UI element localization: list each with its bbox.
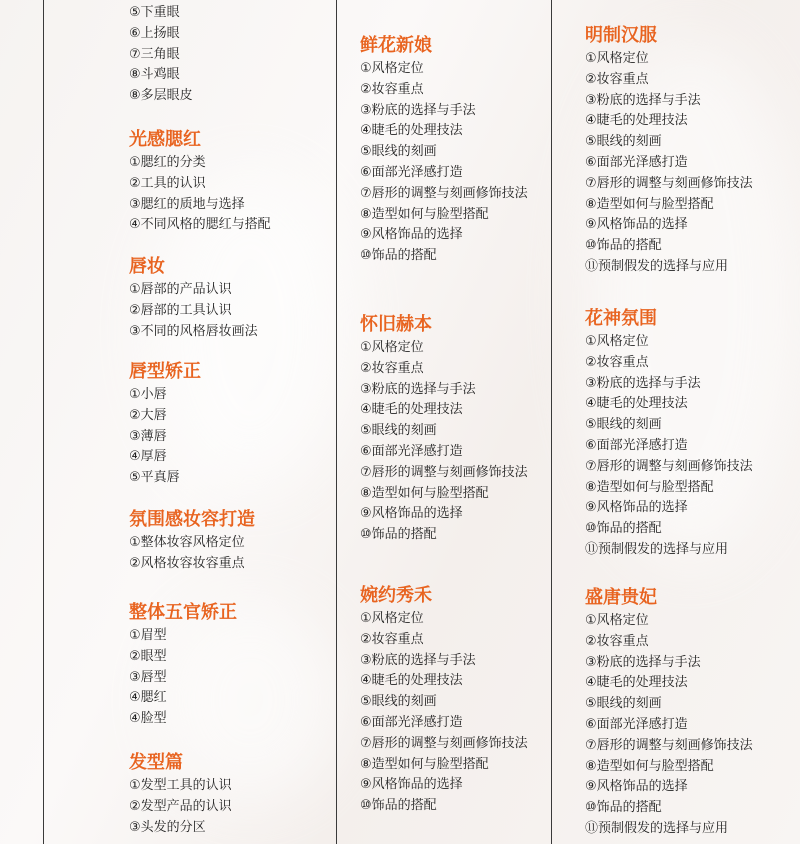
list-item: ①风格定位 bbox=[585, 334, 649, 349]
list-item: ①发型工具的认识 bbox=[129, 778, 232, 793]
list-item: ⑨风格饰品的选择 bbox=[360, 777, 463, 793]
list-item: ⑧造型如何与脸型搭配 bbox=[360, 206, 489, 222]
list-item: ①整体妆容风格定位 bbox=[129, 535, 245, 550]
section-title: 发型篇 bbox=[129, 752, 183, 773]
list-item: ②工具的认识 bbox=[129, 175, 206, 191]
list-item: ⑨风格饰品的选择 bbox=[585, 779, 688, 795]
section-title: 鲜花新娘 bbox=[360, 35, 432, 56]
list-item: ⑤眼线的刻画 bbox=[585, 134, 662, 150]
list-item: ①风格定位 bbox=[360, 340, 424, 355]
section-flower-bride bbox=[360, 35, 528, 267]
list-item: ②妆容重点 bbox=[360, 360, 424, 376]
list-item: ②妆容重点 bbox=[585, 71, 649, 87]
list-item: ④睫毛的处理技法 bbox=[585, 113, 688, 129]
list-item: ②妆容重点 bbox=[585, 354, 649, 370]
list-item: ⑨风格饰品的选择 bbox=[360, 506, 463, 522]
list-item: ⑪预制假发的选择与应用 bbox=[585, 258, 729, 274]
list-item: ①小唇 bbox=[129, 387, 167, 402]
list-item: ⑩饰品的搭配 bbox=[360, 527, 437, 543]
list-item: ③薄唇 bbox=[129, 428, 167, 444]
list-item: ⑤眼线的刻画 bbox=[360, 694, 437, 710]
section-xiuhe bbox=[360, 585, 528, 817]
list-item: ③粉底的选择与手法 bbox=[585, 92, 701, 108]
column-divider-1 bbox=[43, 0, 44, 844]
list-item: ⑥面部光泽感打造 bbox=[360, 714, 463, 730]
list-item: ④腮红 bbox=[129, 690, 167, 706]
list-item: ⑤眼线的刻画 bbox=[585, 696, 662, 712]
column-2 bbox=[360, 0, 550, 844]
list-item: ③腮红的质地与选择 bbox=[129, 196, 245, 212]
list-item: ②妆容重点 bbox=[360, 81, 424, 97]
list-item: ②眼型 bbox=[129, 648, 167, 664]
list-item: ②风格妆容妆容重点 bbox=[129, 555, 245, 571]
list-item: ③粉底的选择与手法 bbox=[585, 654, 701, 670]
list-item: ⑨风格饰品的选择 bbox=[585, 217, 688, 233]
list-item: ⑩饰品的搭配 bbox=[360, 248, 437, 264]
list-item: ⑧造型如何与脸型搭配 bbox=[585, 196, 714, 212]
list-item: ②妆容重点 bbox=[585, 633, 649, 649]
list-item: ⑥面部光泽感打造 bbox=[585, 716, 688, 732]
list-item: ①眉型 bbox=[129, 628, 167, 643]
list-item: ③不同的风格唇妆画法 bbox=[129, 323, 258, 339]
list-item: ⑪预制假发的选择与应用 bbox=[585, 541, 729, 557]
list-item: ⑨风格饰品的选择 bbox=[585, 500, 688, 516]
column-3 bbox=[585, 0, 795, 844]
list-item: ②发型产品的认识 bbox=[129, 798, 232, 814]
list-item: ⑥上扬眼 bbox=[129, 25, 180, 41]
list-item: ⑥面部光泽感打造 bbox=[360, 443, 463, 459]
list-item: ⑧造型如何与脸型搭配 bbox=[585, 479, 714, 495]
list-item: ⑩饰品的搭配 bbox=[585, 521, 662, 537]
list-item: ①风格定位 bbox=[585, 613, 649, 628]
list-item: ⑧多层眼皮 bbox=[129, 88, 193, 104]
list-item: ③粉底的选择与手法 bbox=[585, 375, 701, 391]
list-item: ⑦唇形的调整与刻画修饰技法 bbox=[360, 185, 528, 201]
list-item: ⑨风格饰品的选择 bbox=[360, 227, 463, 243]
list-item: ⑥面部光泽感打造 bbox=[585, 437, 688, 453]
list-item: ③唇型 bbox=[129, 669, 167, 685]
section-blush bbox=[129, 129, 271, 236]
list-item: ③粉底的选择与手法 bbox=[360, 652, 476, 668]
list-item: ④厚唇 bbox=[129, 449, 167, 465]
section-tang-consort bbox=[585, 587, 753, 840]
list-item: ⑩饰品的搭配 bbox=[585, 800, 662, 816]
list-item: ⑦唇形的调整与刻画修饰技法 bbox=[360, 464, 528, 480]
list-item: ⑧斗鸡眼 bbox=[129, 67, 180, 83]
list-item: ⑥面部光泽感打造 bbox=[360, 164, 463, 180]
list-item: ④睫毛的处理技法 bbox=[585, 675, 688, 691]
list-item: ⑤眼线的刻画 bbox=[585, 417, 662, 433]
column-divider-2 bbox=[336, 0, 337, 844]
list-item: ⑩饰品的搭配 bbox=[360, 798, 437, 814]
section-title: 唇型矫正 bbox=[129, 361, 201, 382]
list-item: ①腮红的分类 bbox=[129, 155, 206, 170]
section-lip-correction bbox=[129, 361, 201, 489]
list-item: ④睫毛的处理技法 bbox=[585, 396, 688, 412]
list-item: ⑦唇形的调整与刻画修饰技法 bbox=[360, 735, 528, 751]
section-retro-hepburn bbox=[360, 314, 528, 546]
list-item: ③粉底的选择与手法 bbox=[360, 102, 476, 118]
list-item: ⑧造型如何与脸型搭配 bbox=[360, 756, 489, 772]
list-item: ④不同风格的腮红与搭配 bbox=[129, 217, 271, 233]
list-item: ④睫毛的处理技法 bbox=[360, 402, 463, 418]
section-title: 氛围感妆容打造 bbox=[129, 509, 255, 530]
list-item: ⑦唇形的调整与刻画修饰技法 bbox=[585, 458, 753, 474]
section-lip-makeup bbox=[129, 256, 258, 342]
list-item: ⑤平真唇 bbox=[129, 470, 180, 486]
list-item: ④脸型 bbox=[129, 711, 167, 727]
list-item: ③粉底的选择与手法 bbox=[360, 381, 476, 397]
list-item: ⑦唇形的调整与刻画修饰技法 bbox=[585, 737, 753, 753]
list-item: ⑤下重眼 bbox=[129, 5, 180, 20]
section-title: 整体五官矫正 bbox=[129, 602, 237, 623]
list-item: ⑤眼线的刻画 bbox=[360, 144, 437, 160]
list-item: ⑧造型如何与脸型搭配 bbox=[585, 758, 714, 774]
column-divider-3 bbox=[551, 0, 552, 844]
section-title: 怀旧赫本 bbox=[360, 314, 432, 335]
list-item: ①风格定位 bbox=[360, 611, 424, 626]
section-title: 盛唐贵妃 bbox=[585, 587, 657, 608]
list-item: ⑪预制假发的选择与应用 bbox=[585, 820, 729, 836]
list-item: ⑥面部光泽感打造 bbox=[585, 154, 688, 170]
section-title: 明制汉服 bbox=[585, 25, 657, 46]
section-features-correction bbox=[129, 602, 237, 730]
section-title: 婉约秀禾 bbox=[360, 585, 432, 606]
section-title: 唇妆 bbox=[129, 256, 165, 277]
list-item: ⑧造型如何与脸型搭配 bbox=[360, 485, 489, 501]
list-item: ②大唇 bbox=[129, 407, 167, 423]
section-atmosphere-makeup bbox=[129, 509, 255, 575]
list-item: ①唇部的产品认识 bbox=[129, 282, 232, 297]
list-item: ②唇部的工具认识 bbox=[129, 302, 232, 318]
list-item: ⑤眼线的刻画 bbox=[360, 423, 437, 439]
section-title: 光感腮红 bbox=[129, 129, 201, 150]
section-flower-goddess bbox=[585, 308, 753, 561]
list-item: ③头发的分区 bbox=[129, 819, 206, 835]
list-item: ①风格定位 bbox=[360, 61, 424, 76]
section-ming-hanfu bbox=[585, 25, 753, 278]
list-item: ⑦三角眼 bbox=[129, 46, 180, 62]
list-item: ①风格定位 bbox=[585, 51, 649, 66]
list-item: ⑩饰品的搭配 bbox=[585, 238, 662, 254]
section-hairstyle bbox=[129, 752, 232, 838]
column-1 bbox=[129, 0, 334, 844]
list-item: ②妆容重点 bbox=[360, 631, 424, 647]
list-item: ④睫毛的处理技法 bbox=[360, 673, 463, 689]
list-item: ⑦唇形的调整与刻画修饰技法 bbox=[585, 175, 753, 191]
eye-shape-list-continued bbox=[129, 3, 193, 107]
list-item: ④睫毛的处理技法 bbox=[360, 123, 463, 139]
section-title: 花神氛围 bbox=[585, 308, 657, 329]
